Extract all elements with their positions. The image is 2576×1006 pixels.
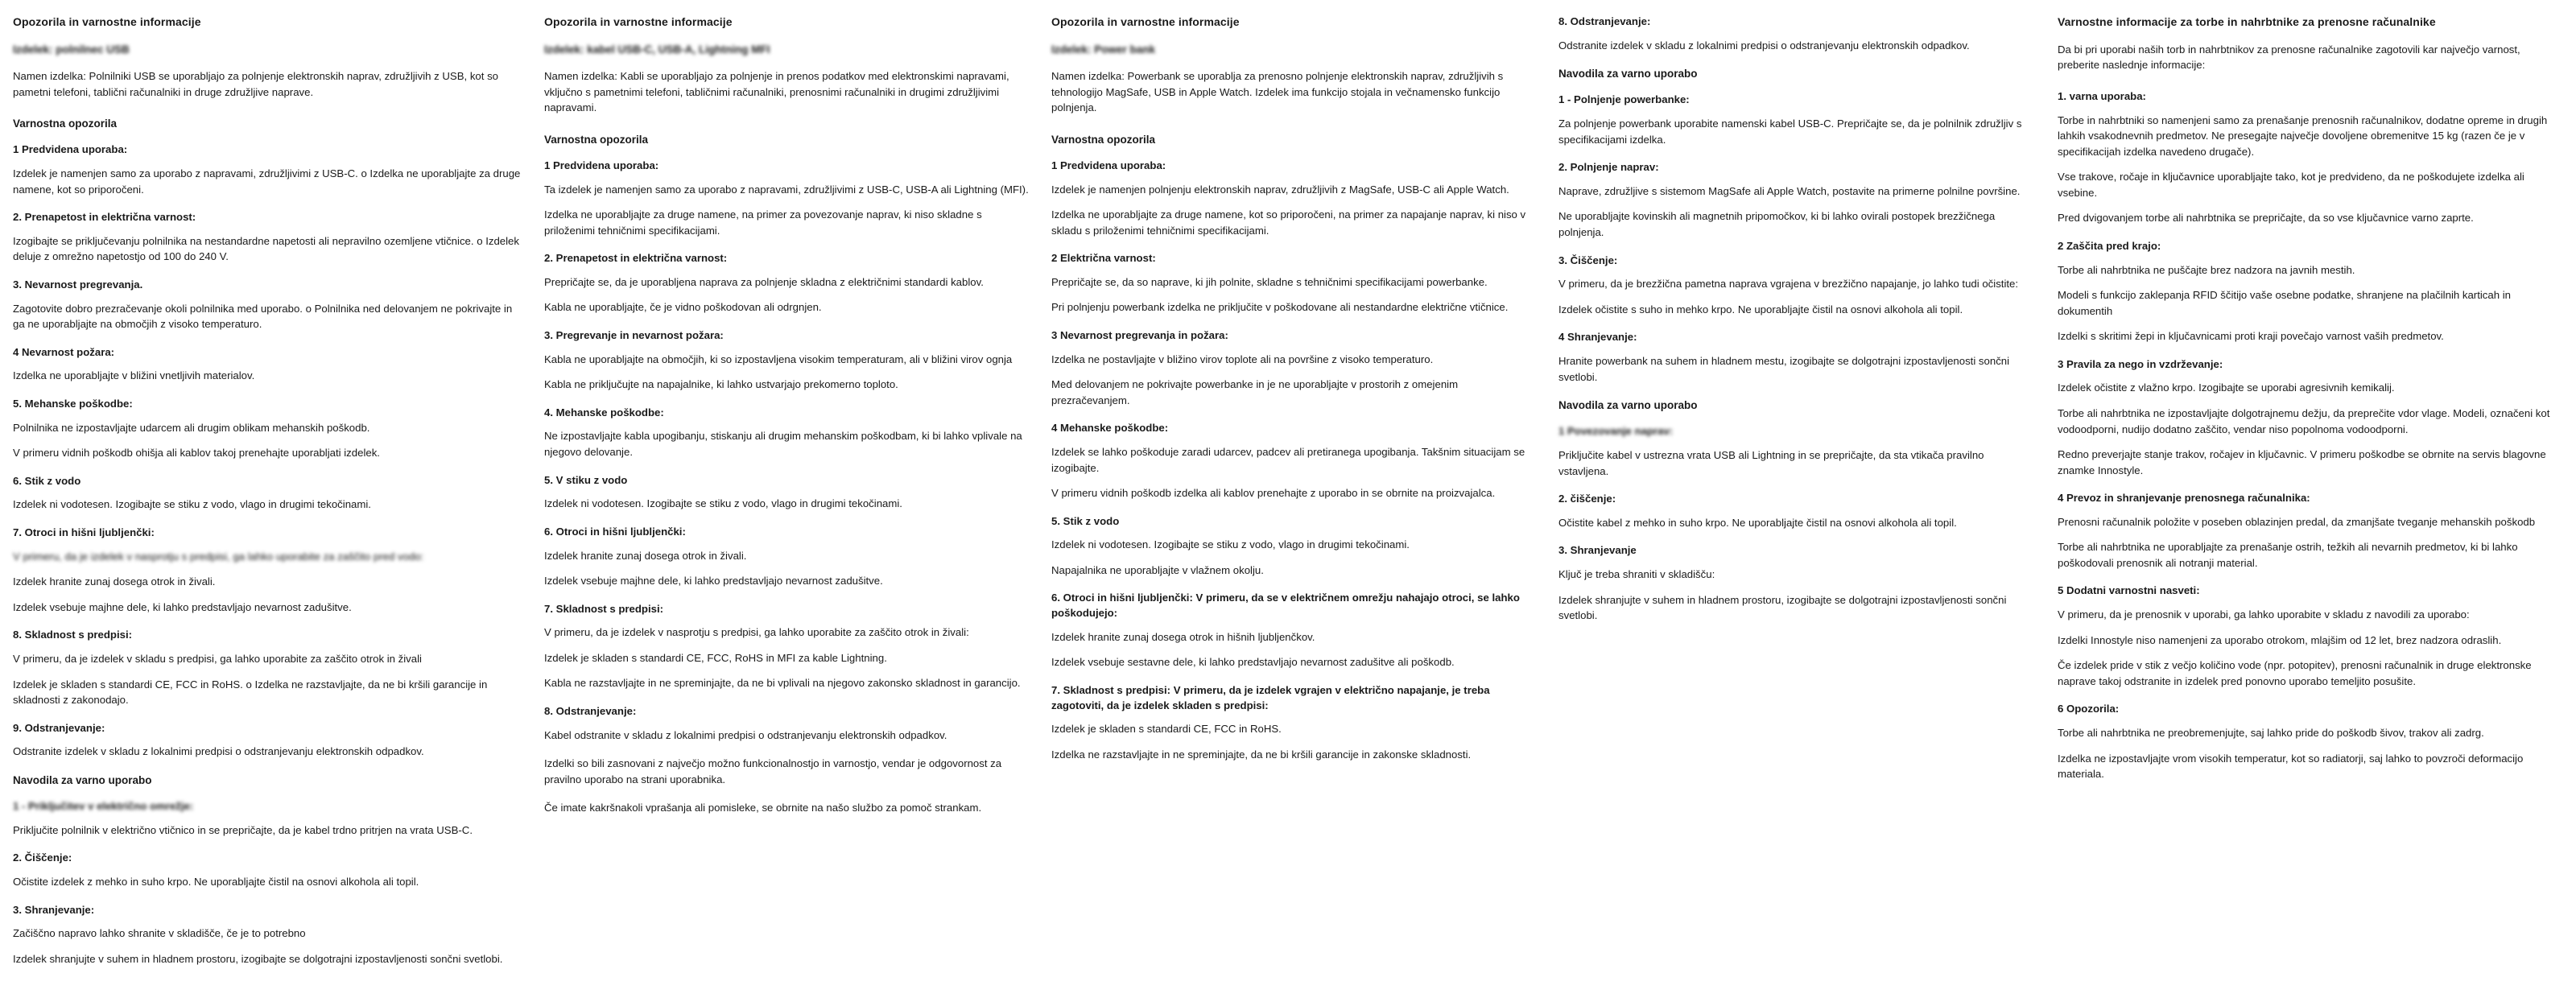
warning-text: Izdelka ne izpostavljajte vrom visokih temperatur, kot so radiatorji, saj lahko to povzroči deformacijo materiala. bbox=[2058, 752, 2524, 781]
usage-head bbox=[13, 799, 523, 814]
warning-text: Izdelek je skladen s standardi CE, FCC in RoHS. o Izdelka ne razstavljajte, da ne bi kršili garancije in skladnosti z zakonodajo. bbox=[13, 678, 488, 707]
warning-head: 2. Prenapetost in električna varnost: bbox=[544, 252, 728, 265]
warning-head: 1 Predvidena uporaba: bbox=[544, 159, 659, 171]
warning-text: Kabla ne uporabljajte na območjih, ki so izpostavljena visokim temperaturam, ali v bližini virov ognja bbox=[544, 353, 1013, 365]
column-cable bbox=[544, 14, 1051, 1006]
usage-text: Za polnjenje powerbank uporabite namenski kabel USB-C. Prepričajte se, da je polnilnik združljiv s specifikacijami izdelka. bbox=[1558, 118, 2022, 146]
column-title: Opozorila in varnostne informacije bbox=[13, 15, 201, 28]
usage-text: Izdelek shranjujte v suhem in hladnem prostoru, izogibajte se dolgotrajni izpostavljenosti sončni svetlobi. bbox=[1558, 593, 2007, 622]
warning-text: Izdelka ne postavljajte v bližino virov toplote ali na površine z visoko temperaturo. bbox=[1051, 353, 1434, 365]
warning-head: 6. Otroci in hišni ljubljenčki: V primeru, da se v električnem omrežju nahajajo otroci, se lahko poškodujejo: bbox=[1051, 592, 1520, 620]
product-subtitle-text: Izdelek: Power bank bbox=[1051, 43, 1156, 56]
warning-text: Izdelek je namenjen samo za uporabo z napravami, združljivimi z USB-C. o Izdelka ne uporabljajte za druge namene, kot so priporočeni. bbox=[13, 167, 521, 196]
warning-text: Vse trakove, ročaje in ključavnice uporabljajte tako, kot je predvideno, da ne poškodujete izdelka ali vsebine. bbox=[2058, 171, 2524, 199]
warning-head: 5. Mehanske poškodbe: bbox=[13, 397, 133, 410]
warning-text: Odstranite izdelek v skladu z lokalnimi predpisi o odstranjevanju elektronskih odpadkov. bbox=[13, 745, 424, 758]
warning-text: V primeru vidnih poškodb izdelka ali kablov prenehajte z uporabo in se obrnite na proizvajalca. bbox=[1051, 487, 1496, 500]
warning-text: Izdelek hranite zunaj dosega otrok in hišnih ljubljenčkov. bbox=[1051, 630, 1315, 643]
warning-head: 7. Skladnost s predpisi: V primeru, da je izdelek vgrajen v električno napajanje, je treba zagotoviti, da je izdelek skladen s predpisi: bbox=[1051, 683, 1490, 711]
warning-text: Prepričajte se, da je uporabljena naprava za polnjenje skladna z električnimi standardi kablov. bbox=[544, 275, 984, 288]
usage-text: Očistite izdelek z mehko in suho krpo. Ne uporabljajte čistil na osnovi alkohola ali topil. bbox=[13, 876, 419, 888]
warning-text: Izdelki Innostyle niso namenjeni za uporabo otrokom, mlajšim od 12 let, brez nadzora odraslih. bbox=[2058, 633, 2502, 646]
warning-text: Torbe ali nahrbtnika ne puščajte brez nadzora na javnih mestih. bbox=[2058, 263, 2355, 276]
product-subtitle bbox=[1051, 42, 1538, 57]
warning-text: Izdelek ni vodotesen. Izogibajte se stiku z vodo, vlago in drugimi tekočinami. bbox=[13, 498, 371, 511]
warning-text: V primeru vidnih poškodb ohišja ali kablov takoj prenehajte uporabljati izdelek. bbox=[13, 447, 380, 460]
usage-head: 1 - Polnjenje powerbanke: bbox=[1558, 93, 1690, 106]
usage-text: Naprave, združljive s sistemom MagSafe ali Apple Watch, postavite na primerne polnilne površine. bbox=[1558, 184, 2021, 197]
warning-head: 8. Odstranjevanje: bbox=[544, 704, 637, 717]
warning-head: 6. Stik z vodo bbox=[13, 474, 81, 487]
usage-head: 3. Shranjevanje bbox=[1558, 544, 1637, 557]
warning-text: Izdelek je skladen s standardi CE, FCC, RoHS in MFI za kable Lightning. bbox=[544, 651, 887, 664]
usage-instructions-heading-2: Navodila za varno uporabo bbox=[1558, 399, 1698, 412]
product-purpose: Namen izdelka: Polnilniki USB se uporabljajo za polnjenje elektronskih naprav, združljivih z USB, kot so pametni telefoni, tablični računalniki in druge združljive naprave. bbox=[13, 70, 499, 98]
warning-head: 1 Predvidena uporaba: bbox=[13, 143, 128, 156]
warning-head: 8. Odstranjevanje: bbox=[1558, 15, 1651, 27]
usage-text: Hranite powerbank na suhem in hladnem mestu, izogibajte se dolgotrajni izpostavljenosti sončni svetlobi. bbox=[1558, 355, 2010, 383]
warning-text: Izdelek vsebuje majhne dele, ki lahko predstavljajo nevarnost zadušitve. bbox=[544, 575, 883, 588]
warning-text: V primeru, da je prenosnik v uporabi, ga lahko uporabite v skladu z navodili za uporabo: bbox=[2058, 608, 2470, 621]
footer-note: Izdelki so bili zasnovani z največjo možno funkcionalnostjo in varnostjo, vendar je odgovornost za pravilno uporabo na strani uporabnika. bbox=[544, 757, 1002, 785]
safety-warnings-heading: Varnostna opozorila bbox=[544, 133, 649, 146]
column-title: Opozorila in varnostne informacije bbox=[544, 15, 733, 28]
warning-head: 2 Zaščita pred krajo: bbox=[2058, 239, 2161, 252]
warning-text: Izdelek se lahko poškoduje zaradi udarcev, padcev ali pretiranega upogibanja. Takšnim situacijam se izogibajte. bbox=[1051, 445, 1525, 474]
warning-text: V primeru, da je izdelek v skladu s predpisi, ga lahko uporabite za zaščito otrok in živali bbox=[13, 653, 422, 666]
warning-text: Ta izdelek je namenjen samo za uporabo z napravami, združljivimi z USB-C, USB-A ali Lightning (MFI). bbox=[544, 183, 1029, 196]
warning-text: V primeru, da je izdelek v nasprotju s predpisi, ga lahko uporabite za zaščito otrok in živali: bbox=[544, 626, 969, 639]
column-powerbank bbox=[1051, 14, 1558, 1006]
usage-text: Začiščno napravo lahko shranite v skladišče, če je to potrebno bbox=[13, 927, 306, 940]
warning-head: 5. Stik z vodo bbox=[1051, 514, 1120, 527]
warning-head: 5. V stiku z vodo bbox=[544, 473, 628, 486]
warning-head: 1 Predvidena uporaba: bbox=[1051, 159, 1166, 171]
usage-text: Ključ je treba shraniti v skladišču: bbox=[1558, 568, 1715, 581]
usage-text: V primeru, da je brezžična pametna naprava vgrajena v brezžično napajanje, jo lahko tudi očistite: bbox=[1558, 278, 2019, 291]
warning-head: 7. Otroci in hišni ljubljenčki: bbox=[13, 526, 155, 538]
warning-text: Kabel odstranite v skladu z lokalnimi predpisi o odstranjevanju elektronskih odpadkov. bbox=[544, 728, 947, 741]
warning-text: Izdelek vsebuje majhne dele, ki lahko predstavljajo nevarnost zadušitve. bbox=[13, 600, 352, 613]
warning-text: Pred dvigovanjem torbe ali nahrbtnika se prepričajte, da so vse ključavnice varno zaprte. bbox=[2058, 212, 2474, 225]
warning-head: 4 Mehanske poškodbe: bbox=[1051, 422, 1169, 435]
warning-text: Napajalnika ne uporabljajte v vlažnem okolju. bbox=[1051, 563, 1264, 576]
usage-text: Izdelek očistite s suho in mehko krpo. Ne uporabljajte čistil na osnovi alkohola ali topil. bbox=[1558, 303, 1963, 315]
warning-text: Modeli s funkcijo zaklepanja RFID ščitijo vaše osebne podatke, shranjene na plačilnih karticah in dokumentih bbox=[2058, 289, 2511, 317]
warning-head: 4. Mehanske poškodbe: bbox=[544, 406, 664, 418]
safety-warnings-heading: Varnostna opozorila bbox=[13, 118, 118, 130]
warning-text: Torbe ali nahrbtnika ne izpostavljajte dolgotrajnemu dežju, da preprečite vdor vlage. Modeli, označeni kot vodoodporni, nudijo dodatno zaščito, vendar niso popolnoma vodoodporni. bbox=[2058, 406, 2550, 435]
usage-text: Ne uporabljajte kovinskih ali magnetnih pripomočkov, ki bi lahko ovirali postopek brezžičnega polnjenja. bbox=[1558, 210, 1996, 239]
warning-head: 3 Pravila za nego in vzdrževanje: bbox=[2058, 357, 2223, 370]
warning-text: Polnilnika ne izpostavljajte udarcem ali drugim oblikam mehanskih poškodb. bbox=[13, 421, 370, 434]
column-title: Opozorila in varnostne informacije bbox=[1051, 15, 1240, 28]
product-subtitle-text: Izdelek: kabel USB-C, USB-A, Lightning MFI bbox=[544, 43, 770, 56]
usage-head: 4 Shranjevanje: bbox=[1558, 331, 1637, 344]
warning-text: Redno preverjajte stanje trakov, ročajev in ključavnic. V primeru poškodbe se obrnite na servis blagovne znamke Innostyle. bbox=[2058, 448, 2546, 476]
warning-text: Prepričajte se, da so naprave, ki jih polnite, skladne s tehničnimi specifikacijami powerbanke. bbox=[1051, 275, 1488, 288]
warning-text: Izogibajte se priključevanju polnilnika na nestandardne napetosti ali nepravilno ozemljene vtičnice. o Izdelek deluje z omrežno napetostjo od 100 do 240 V. bbox=[13, 234, 519, 263]
usage-text: Očistite kabel z mehko in suho krpo. Ne uporabljajte čistil na osnovi alkohola ali topil. bbox=[1558, 516, 1957, 529]
warning-text: Med delovanjem ne pokrivajte powerbanke in je ne uporabljajte v prostorih z omejenim prezračevanjem. bbox=[1051, 378, 1459, 406]
warning-text: Izdelek je skladen s standardi CE, FCC in RoHS. bbox=[1051, 723, 1282, 736]
warning-head: 8. Skladnost s predpisi: bbox=[13, 629, 133, 641]
warning-text: Kabla ne razstavljajte in ne spreminjajte, da ne bi vplivali na njegovo zakonsko skladnost in garancijo. bbox=[544, 677, 1021, 690]
warning-text: Pri polnjenju powerbank izdelka ne priključite v poškodovane ali nestandardne električne vtičnice. bbox=[1051, 301, 1509, 314]
warning-head: 2. Prenapetost in električna varnost: bbox=[13, 211, 196, 224]
warning-head: 4 Prevoz in shranjevanje prenosnega računalnika: bbox=[2058, 492, 2310, 505]
usage-text: Priključite polnilnik v električno vtičnico in se prepričajte, da je kabel trdno pritrjen na vrata USB-C. bbox=[13, 823, 473, 836]
warning-head: 3. Nevarnost pregrevanja. bbox=[13, 278, 143, 291]
warning-text: Izdelka ne razstavljajte in ne spreminjajte, da ne bi kršili garancije in zakonske skladnosti. bbox=[1051, 748, 1472, 761]
warning-text: Izdelki s skritimi žepi in ključavnicami proti kraji povečajo varnost vaših predmetov. bbox=[2058, 330, 2444, 343]
usage-head: 3. Shranjevanje: bbox=[13, 903, 95, 916]
warning-text: Izdelek hranite zunaj dosega otrok in živali. bbox=[13, 575, 216, 588]
warning-head: 2 Električna varnost: bbox=[1051, 252, 1156, 265]
warning-text: Torbe ali nahrbtnika ne uporabljajte za prenašanje ostrih, težkih ali nevarnih predmetov, ki bi lahko poškodovali prenosnik ali notranji material. bbox=[2058, 541, 2518, 569]
footer-contact: Če imate kakršnakoli vprašanja ali pomisleke, se obrnite na našo službo za pomoč strankam. bbox=[544, 802, 982, 814]
product-purpose: Namen izdelka: Powerbank se uporablja za prenosno polnjenje elektronskih naprav, združljivih s tehnologijo MagSafe, USB in Apple Watch. Izdelek ima funkcijo stojala in večnamensko funkcijo polnjenja. bbox=[1051, 70, 1504, 114]
usage-head-text: 1 Povezovanje naprav: bbox=[1558, 425, 1674, 438]
warning-text: Če izdelek pride v stik z večjo količino vode (npr. potopitev), prenosni računalnik in druge elektronske naprave takoj odstranite in izdelek pred ponovno uporabo temeljito posušite. bbox=[2058, 659, 2532, 687]
warning-text: V primeru, da je izdelek v nasprotju s predpisi, ga lahko uporabite za zaščito pred vodo: bbox=[13, 550, 424, 563]
warning-text: Izdelek vsebuje sestavne dele, ki lahko predstavljajo nevarnost zadušitve ali poškodb. bbox=[1051, 656, 1455, 669]
warning-text: Izdelka ne uporabljajte za druge namene, na primer za povezovanje naprav, ki niso skladne s priloženimi tehničnimi specifikacijami. bbox=[544, 208, 982, 237]
usage-text: Priključite kabel v ustrezna vrata USB ali Lightning in se prepričajte, da sta vtikača pravilno vstavljena. bbox=[1558, 449, 1984, 477]
usage-head: 3. Čiščenje: bbox=[1558, 254, 1618, 266]
warning-head: 9. Odstranjevanje: bbox=[13, 721, 105, 734]
warning-text: Zagotovite dobro prezračevanje okoli polnilnika med uporabo. o Polnilnika ned delovanjem ne pokrivajte in ga ne uporabljajte na območjih z visoko temperaturo. bbox=[13, 302, 513, 331]
usage-head bbox=[1558, 424, 2037, 439]
usage-instructions-heading: Navodila za varno uporabo bbox=[1558, 68, 1698, 80]
product-subtitle bbox=[13, 42, 523, 57]
warning-text: Izdelek hranite zunaj dosega otrok in živali. bbox=[544, 549, 747, 562]
warning-head: 3 Nevarnost pregrevanja in požara: bbox=[1051, 328, 1228, 341]
product-purpose: Namen izdelka: Kabli se uporabljajo za polnjenje in prenos podatkov med elektronskimi napravami, vključno s pametnimi telefoni, tabličnimi računalniki, prenosnimi računalniki in drugimi združljivimi napravami. bbox=[544, 70, 1009, 114]
warning-text: Prenosni računalnik položite v poseben oblazinjen predal, da zmanjšate tveganje mehanskih poškodb bbox=[2058, 515, 2536, 528]
warning-text: Ne izpostavljajte kabla upogibanju, stiskanju ali drugim mehanskim poškodbam, ki bi lahko vplivale na njegovo delovanje. bbox=[544, 430, 1022, 458]
warning-text: Izdelek je namenjen polnjenju elektronskih naprav, združljivih z MagSafe, USB-C ali Apple Watch. bbox=[1051, 183, 1509, 196]
warning-text: Odstranite izdelek v skladu z lokalnimi predpisi o odstranjevanju elektronskih odpadkov. bbox=[1558, 39, 1970, 52]
safety-warnings-heading: Varnostna opozorila bbox=[1051, 133, 1156, 146]
warning-head: 6 Opozorila: bbox=[2058, 703, 2120, 715]
warning-head: 1. varna uporaba: bbox=[2058, 89, 2146, 102]
usage-text: Izdelek shranjujte v suhem in hladnem prostoru, izogibajte se dolgotrajni izpostavljenosti sončni svetlobi. bbox=[13, 952, 503, 965]
column-charger bbox=[13, 14, 544, 1006]
warning-text: Kabla ne priključujte na napajalnike, ki lahko ustvarjajo prekomerno toploto. bbox=[544, 378, 898, 391]
column-title: Varnostne informacije za torbe in nahrbtnike za prenosne računalnike bbox=[2058, 15, 2436, 28]
usage-instructions-heading: Navodila za varno uporabo bbox=[13, 773, 152, 786]
warning-text: Torbe in nahrbtniki so namenjeni samo za prenašanje prenosnih računalnikov, dodatne opreme in drugih lahkih vsakodnevnih predmetov. Ne presegajte največje dovoljene obremenitve 15 kg (razen če je v specifikacijah izdelka navedeno drugače). bbox=[2058, 113, 2548, 158]
warning-head: 3. Pregrevanje in nevarnost požara: bbox=[544, 328, 724, 341]
usage-head: 2. čiščenje: bbox=[1558, 493, 1616, 505]
product-subtitle bbox=[544, 42, 1030, 57]
warning-text: Izdelek ni vodotesen. Izogibajte se stiku z vodo, vlago in drugimi tekočinami. bbox=[544, 497, 902, 510]
column-powerbank-continued bbox=[1558, 14, 2058, 1006]
warning-text: Izdelka ne uporabljajte za druge namene, kot so priporočeni, na primer za napajanje naprav, ki niso v skladu s priloženimi tehničnimi specifikacijami. bbox=[1051, 208, 1526, 237]
warning-head: 4 Nevarnost požara: bbox=[13, 345, 115, 358]
warning-text: Izdelek očistite z vlažno krpo. Izogibajte se uporabi agresivnih kemikalij. bbox=[2058, 381, 2395, 394]
warning-head: 6. Otroci in hišni ljubljenčki: bbox=[544, 525, 686, 538]
warning-head: 7. Skladnost s predpisi: bbox=[544, 602, 664, 615]
usage-head: 2. Polnjenje naprav: bbox=[1558, 161, 1659, 174]
usage-head-text: 1 - Priključitev v električno omrežje: bbox=[13, 800, 194, 813]
product-subtitle-text: Izdelek: polnilnec USB bbox=[13, 43, 130, 56]
warning-text: Torbe ali nahrbtnika ne preobremenjujte, saj lahko pride do poškodb šivov, trakov ali zadrg. bbox=[2058, 727, 2484, 740]
warning-head: 5 Dodatni varnostni nasveti: bbox=[2058, 584, 2200, 597]
warning-text: Kabla ne uporabljajte, če je vidno poškodovan ali odrgnjen. bbox=[544, 301, 822, 314]
warning-text: Izdelka ne uporabljajte v bližini vnetljivih materialov. bbox=[13, 369, 255, 382]
usage-head: 2. Čiščenje: bbox=[13, 851, 72, 864]
column-bags bbox=[2058, 14, 2557, 1006]
warning-text: Izdelek ni vodotesen. Izogibajte se stiku z vodo, vlago in drugimi tekočinami. bbox=[1051, 538, 1410, 551]
product-purpose: Da bi pri uporabi naših torb in nahrbtnikov za prenosne računalnike zagotovili kar največjo varnost, preberite naslednje informacije: bbox=[2058, 43, 2520, 72]
